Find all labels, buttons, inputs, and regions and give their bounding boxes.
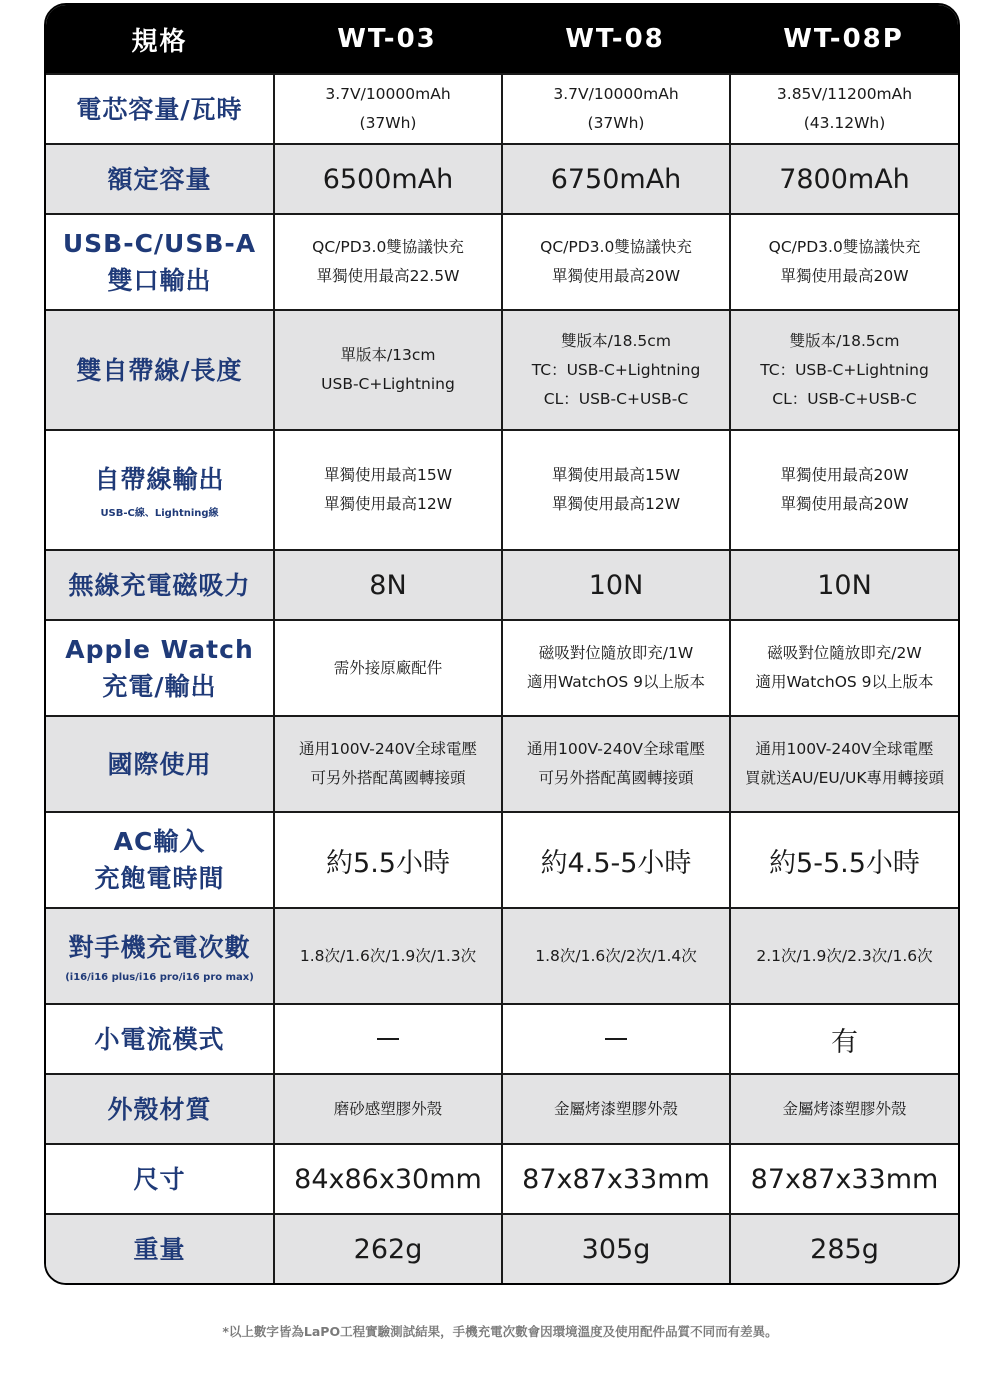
row-sublabel: (i16/i16 plus/i16 pro/i16 pro max) — [65, 972, 254, 983]
footnote: *以上數字皆為LaPO工程實驗測試結果，手機充電次數會因環境溫度及使用配件品質不同而有差異。 — [222, 1324, 778, 1339]
value-text: 可另外搭配萬國轉接頭 — [310, 769, 466, 787]
value-cell — [729, 621, 958, 715]
value-text: 單獨使用最高20W — [551, 267, 681, 285]
value-cell — [729, 1005, 958, 1073]
row-label-text: 無線充電磁吸力 — [68, 570, 251, 600]
value-cell — [729, 145, 958, 213]
value-cell — [729, 75, 958, 143]
row-label — [46, 813, 273, 907]
value-text: CL：USB-C+USB-C — [543, 389, 689, 408]
row-label — [46, 717, 273, 811]
value-text: 單獨使用最高15W — [323, 466, 453, 484]
value-text: TC：USB-C+Lightning — [760, 360, 929, 379]
value-text: 通用100V-240V全球電壓 — [755, 740, 934, 758]
row-label — [46, 1145, 273, 1213]
row-label — [46, 311, 273, 429]
row-label-text: 額定容量 — [107, 164, 212, 194]
value-text: 雙版本/18.5cm — [561, 331, 671, 350]
row-label-text: 雙自帶線/長度 — [76, 355, 243, 385]
value-cell — [273, 621, 501, 715]
value-cell — [729, 431, 958, 549]
header-model-wt08: WT-08 — [565, 24, 665, 54]
row-sublabel: USB-C線、Lightning線 — [100, 508, 219, 519]
value-text: 約5.5小時 — [326, 847, 450, 879]
spec-comparison-table — [44, 3, 960, 1285]
value-text: 2.1次/1.9次/2.3次/1.6次 — [756, 946, 933, 965]
header-spec-label: 規格 — [131, 26, 188, 57]
value-text: 有 — [831, 1026, 858, 1058]
header-model-wt08p: WT-08P — [783, 24, 904, 54]
table-row — [46, 1003, 958, 1073]
value-text: 10N — [588, 569, 644, 601]
value-text: QC/PD3.0雙協議快充 — [312, 238, 464, 256]
value-text: USB-C+Lightning — [321, 375, 455, 393]
row-label-text: 外殼材質 — [107, 1094, 212, 1124]
row-label — [46, 1005, 273, 1073]
value-text: 磨砂感塑膠外殼 — [333, 1099, 443, 1118]
value-text: 305g — [581, 1233, 651, 1265]
table-row — [46, 811, 958, 907]
value-cell — [501, 621, 729, 715]
value-cell — [501, 551, 729, 619]
value-text: 285g — [810, 1233, 879, 1265]
row-label — [46, 621, 273, 715]
table-row — [46, 549, 958, 619]
value-cell — [729, 717, 958, 811]
value-cell — [273, 1075, 501, 1143]
value-cell — [273, 909, 501, 1003]
value-text: 磁吸對位隨放即充/1W — [538, 644, 694, 662]
value-cell — [273, 1145, 501, 1213]
value-text: 需外接原廠配件 — [333, 658, 443, 677]
value-cell — [729, 215, 958, 309]
value-cell — [501, 145, 729, 213]
table-row — [46, 1073, 958, 1143]
table-body — [46, 73, 958, 1283]
value-text: 3.7V/10000mAh — [325, 85, 451, 103]
row-label-text: 自帶線輸出 — [94, 465, 225, 494]
table-row — [46, 73, 958, 143]
row-label-text: 電芯容量/瓦時 — [76, 94, 243, 124]
value-text: 單獨使用最高20W — [780, 466, 909, 484]
value-cell — [273, 717, 501, 811]
value-text: 87x87x33mm — [750, 1163, 939, 1195]
value-cell — [501, 813, 729, 907]
value-text: (37Wh) — [359, 114, 417, 132]
row-label — [46, 1215, 273, 1283]
value-text: 1.8次/1.6次/1.9次/1.3次 — [299, 946, 477, 965]
value-cell — [273, 1005, 501, 1073]
value-text: 8N — [369, 569, 407, 601]
value-text: 單獨使用最高12W — [323, 495, 453, 513]
value-cell — [729, 551, 958, 619]
value-cell — [729, 909, 958, 1003]
value-text: 單獨使用最高12W — [551, 495, 681, 513]
value-text: 金屬烤漆塑膠外殼 — [553, 1099, 678, 1118]
row-label-text: 尺寸 — [133, 1164, 186, 1194]
value-text: 磁吸對位隨放即充/2W — [767, 644, 922, 662]
value-cell — [501, 1075, 729, 1143]
row-label-text: 充電/輸出 — [102, 672, 217, 701]
value-text: 可另外搭配萬國轉接頭 — [538, 769, 694, 787]
row-label-text: 充飽電時間 — [94, 864, 225, 893]
table-row — [46, 907, 958, 1003]
row-label — [46, 145, 273, 213]
value-text: CL：USB-C+USB-C — [772, 389, 917, 408]
row-label — [46, 215, 273, 309]
value-text: 約4.5-5小時 — [540, 847, 692, 879]
value-cell — [273, 1215, 501, 1283]
row-label-text: 對手機充電次數 — [68, 933, 251, 962]
row-label — [46, 75, 273, 143]
value-text: QC/PD3.0雙協議快充 — [540, 238, 692, 256]
value-text: 單版本/13cm — [340, 346, 436, 364]
value-cell — [501, 215, 729, 309]
value-text: (37Wh) — [587, 114, 645, 132]
value-cell — [273, 431, 501, 549]
value-text: 單獨使用最高15W — [551, 466, 681, 484]
value-cell — [501, 1145, 729, 1213]
value-text: 金屬烤漆塑膠外殼 — [782, 1099, 907, 1118]
value-cell — [273, 311, 501, 429]
value-cell — [273, 551, 501, 619]
value-cell — [501, 909, 729, 1003]
value-text: 適用WatchOS 9以上版本 — [526, 673, 706, 691]
value-cell — [273, 75, 501, 143]
value-text: 單獨使用最高22.5W — [316, 267, 460, 285]
value-text: 87x87x33mm — [522, 1163, 710, 1195]
value-text: 7800mAh — [779, 163, 910, 195]
row-label — [46, 1075, 273, 1143]
table-header-row — [46, 5, 958, 73]
value-cell — [501, 431, 729, 549]
row-label-text: 雙口輸出 — [107, 266, 212, 295]
row-label-text: 國際使用 — [107, 749, 212, 779]
value-text: 6500mAh — [322, 163, 454, 195]
value-cell — [501, 75, 729, 143]
value-text: 雙版本/18.5cm — [789, 331, 900, 350]
table-row — [46, 619, 958, 715]
value-text: 適用WatchOS 9以上版本 — [755, 673, 934, 691]
row-label — [46, 431, 273, 549]
value-cell — [729, 311, 958, 429]
table-row — [46, 309, 958, 429]
value-cell — [501, 1005, 729, 1073]
value-text: 通用100V-240V全球電壓 — [526, 740, 706, 758]
value-cell — [729, 813, 958, 907]
value-text: 1.8次/1.6次/2次/1.4次 — [535, 946, 697, 965]
value-cell — [729, 1075, 958, 1143]
value-text: 10N — [817, 569, 872, 601]
value-text: 買就送AU/EU/UK專用轉接頭 — [744, 769, 945, 787]
value-cell — [273, 145, 501, 213]
value-text: 約5-5.5小時 — [769, 847, 920, 879]
table-row — [46, 1213, 958, 1283]
value-text: 單獨使用最高20W — [780, 267, 909, 285]
value-text: 3.85V/11200mAh — [776, 85, 913, 103]
not-available-dash — [377, 1038, 399, 1040]
row-label — [46, 551, 273, 619]
row-label-text: AC輸入 — [113, 827, 206, 856]
value-cell — [729, 1145, 958, 1213]
value-text: TC：USB-C+Lightning — [531, 360, 701, 379]
table-row — [46, 213, 958, 309]
value-cell — [501, 717, 729, 811]
value-cell — [501, 1215, 729, 1283]
value-text: 3.7V/10000mAh — [553, 85, 679, 103]
table-row — [46, 429, 958, 549]
value-text: 6750mAh — [550, 163, 682, 195]
value-cell — [273, 215, 501, 309]
value-text: (43.12Wh) — [803, 114, 886, 132]
value-cell — [273, 813, 501, 907]
value-text: 262g — [353, 1233, 423, 1265]
value-text: 84x86x30mm — [294, 1163, 482, 1195]
table-row — [46, 143, 958, 213]
header-model-wt03: WT-03 — [337, 24, 437, 54]
table-row — [46, 1143, 958, 1213]
value-cell — [729, 1215, 958, 1283]
value-text: QC/PD3.0雙協議快充 — [768, 238, 921, 256]
value-text: 通用100V-240V全球電壓 — [298, 740, 478, 758]
row-label-text: Apple Watch — [65, 635, 254, 664]
row-label — [46, 909, 273, 1003]
value-text: 單獨使用最高20W — [780, 495, 909, 513]
row-label-text: USB-C/USB-A — [62, 229, 257, 258]
row-label-text: 小電流模式 — [94, 1024, 225, 1054]
not-available-dash — [605, 1038, 627, 1040]
row-label-text: 重量 — [133, 1234, 186, 1264]
value-cell — [501, 311, 729, 429]
table-row — [46, 715, 958, 811]
